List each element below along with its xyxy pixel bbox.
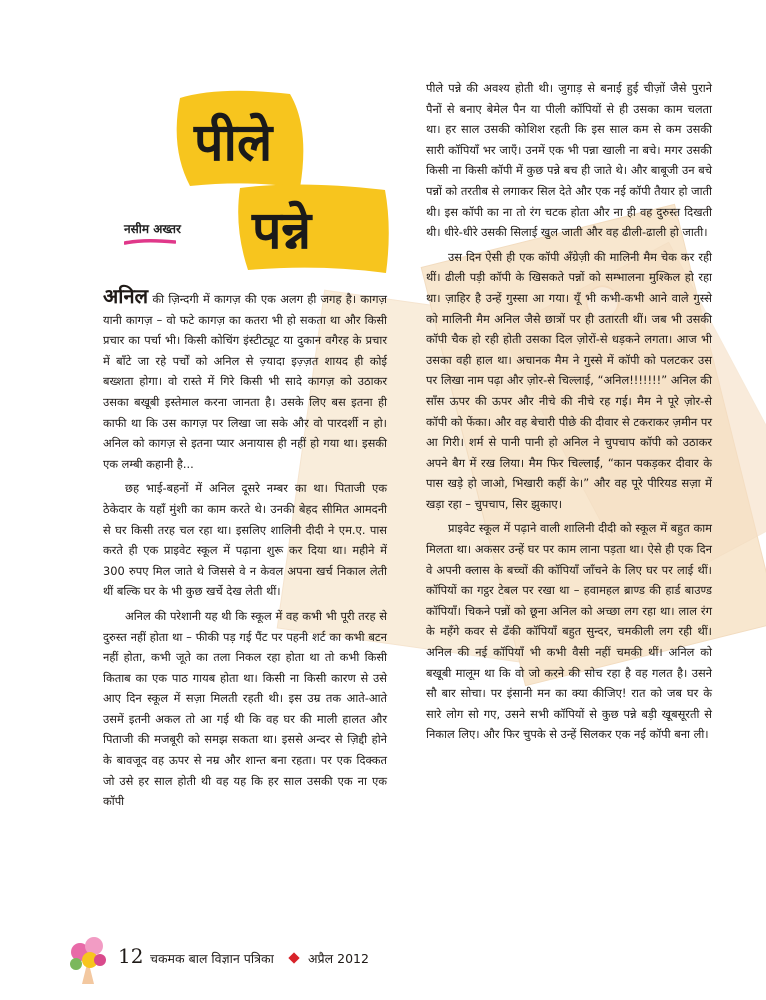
page-footer <box>64 930 464 990</box>
right-paragraph-1: पीले पन्ने की अवश्य होती थी। जुगाड़ से बनाई हुई चीज़ों जैसे पुराने पैनों से बनाए बेमेल पैन या पीली कॉपियों से ही उसका काम चलता था। हर साल उसकी कोशिश रहती कि इस साल कम से कम उसकी सारी कॉपियाँ भर जाएँ। उनमें एक भी पन्ना खाली ना बचे। मगर उसकी किसी ना किसी कॉपी में कुछ पन्ने बच ही जाते थे। और बाबूजी उन बचे पन्नों को तरतीब से लगाकर सिल देते और एक नई कॉपी तैयार हो जाती थी। इस कॉपी का ना तो रंग चटक होता और ना ही वह दुरुस्त दिखती थी। धीरे-धीरे उसकी सिलाई खुल जाती और वह ढीली-ढाली हो जाती। <box>426 81 712 240</box>
left-column <box>103 286 387 812</box>
title-artwork <box>160 68 400 278</box>
page-number: 12 <box>118 944 144 968</box>
right-paragraph-2: उस दिन ऐसी ही एक कॉपी अँग्रेज़ी की मालिनी मैम चेक कर रही थीं। ढीली पड़ी कॉपी के खिसकते पन्नों को सम्भालना मुश्किल हो रहा था। ज़ाहिर है उन्हें गुस्सा आ गया। यूँ भी कभी-कभी आने वाले गुस्से को मालिनी मैम अनिल जैसे छात्रों पर ही उतारती थीं। जब भी उसकी कॉपी चैक हो रही होती उसका दिल ज़ोरों-से धड़कने लगता। आज भी उसका वही हाल था। अचानक मैम ने गुस्से में कॉपी को पलटकर उस पर लिखा नाम पढ़ा और ज़ोर-से चिल्लाई, “अनिल!!!!!!!” अनिल की साँस ऊपर की ऊपर और नीचे की नीचे रह गई। मैम ने पूरे ज़ोर-से कॉपी को फेंका। और वह बेचारी पीछे की दीवार से टकराकर ज़मीन पर आ गिरी। शर्म से पानी पानी हो अनिल ने चुपचाप कॉपी को उठाकर अपने बैग में रख लिया। मैम फिर चिल्लाईं, “कान पकड़कर दीवार के पास खड़े हो जाओ, भिखारी कहीं के।” और वह पूरे पीरियड सज़ा में खड़ा रहा – चुपचाप, सिर झुकाए। <box>426 249 712 511</box>
right-paragraph-3: प्राइवेट स्कूल में पढ़ाने वाली शालिनी दीदी को स्कूल में बहुत काम मिलता था। अकसर उन्हें घर पर काम लाना पड़ता था। ऐसे ही एक दिन वे अपनी क्लास के बच्चों की कॉपियाँ जाँचने के लिए घर पर लाई थीं। कॉपियों का गट्ठर टेबल पर रखा था – हवामहल ब्राण्ड की हार्ड बाउण्ड कॉपियाँ। चिकने पन्नों को छूना अनिल को अच्छा लग रहा था। लाल रंग के महँगे कवर से ढँकी कॉपियाँ बहुत सुन्दर, चमकीली लग रही थीं। अनिल की नई कॉपियाँ भी कभी वैसी नहीं चमकी थीं। अनिल को बखूबी मालूम था कि वो जो करने की सोच रहा है वह गलत है। उसने सौ बार सोचा। पर इंसानी मन का क्या कीजिए! रात को जब घर के सारे लोग सो गए, उसने सभी कॉपियों से कुछ पन्ने बड़ी खूबसूरती से निकाल लिए। और फिर चुपके से उन्हें सिलकर एक नई कॉपी बना ली। <box>426 521 712 742</box>
flower-icon <box>64 930 114 986</box>
magazine-name: चकमक बाल विज्ञान पत्रिका <box>150 951 274 966</box>
right-column <box>426 78 712 745</box>
left-paragraph-3: अनिल की परेशानी यह थी कि स्कूल में वह कभी भी पूरी तरह से दुरुस्त नहीं होता था – फीकी पड़ गई पैंट पर पहनी शर्ट का कभी बटन नहीं होता, कभी जूते का तला निकल रहा होता था तो कभी किसी किताब का एक पाठ गायब होता था। किसी ना किसी कारण से उसे आए दिन स्कूल में सज़ा मिलती रहती थी। इस उम्र तक आते-आते उसमें इतनी अकल तो आ गई थी कि वह घर की माली हालत और पिताजी की मजबूरी को समझ सकता था। इससे अन्दर से ज़िद्दी होने के बावजूद वह ऊपर से नम्र और शान्त बना रहता। पर एक दिक्कत जो उसे हर साल होती थी वह यह कि हर साल उसकी एक ना एक कॉपी <box>103 608 387 809</box>
left-paragraph-1 <box>103 286 387 474</box>
footer-diamond <box>288 952 299 963</box>
left-paragraph-1-text: की ज़िन्दगी में कागज़ की एक अलग ही जगह है। कागज़ यानी कागज़ – वो फटे कागज़ का कतरा भी हो सकता था और किसी प्रचार का पर्चा भी। किसी कोचिंग इंस्टीट्यूट या दुकान वगैरह के प्रचार में बाँटे जा रहे पर्चों को अनिल से ज़्यादा इज़्ज़त शायद ही कोई बख्शता होगा। वो रास्ते में गिरे किसी भी सादे कागज़ को उठाकर उसका बखूबी इस्तेमाल करना जानता है। उसके लिए बस इतना ही काफी था कि उस कागज़ पर लिखा जा सके और वो पारदर्शी न हो। अनिल को कागज़ से इतना प्यार अनायास ही नहीं हो गया था। इसकी एक लम्बी कहानी है... <box>103 292 387 471</box>
title-line-1: पीले <box>194 113 273 173</box>
author-underline <box>124 238 176 246</box>
author-name: नसीम अख्तर <box>124 222 181 236</box>
title-line-2: पन्ने <box>252 201 312 261</box>
left-paragraph-2: छह भाई-बहनों में अनिल दूसरे नम्बर का था। पिताजी एक ठेकेदार के यहाँ मुंशी का काम करते थे। उनकी बेहद सीमित आमदनी से घर किसी तरह चल रहा था। इसलिए शालिनी दीदी ने एम.ए. पास करते ही एक प्राइवेट स्कूल में पढ़ाना शुरू कर दिया था। महीने में 300 रुपए मिल जाते थे जिससे वे न केवल अपना खर्च निकाल लेती थीं बल्कि घर के भी कुछ खर्चे देख लेती थीं। <box>103 481 387 599</box>
issue-date: अप्रैल 2012 <box>308 951 369 966</box>
title-svg <box>160 68 400 278</box>
drop-word: अनिल <box>103 284 149 308</box>
